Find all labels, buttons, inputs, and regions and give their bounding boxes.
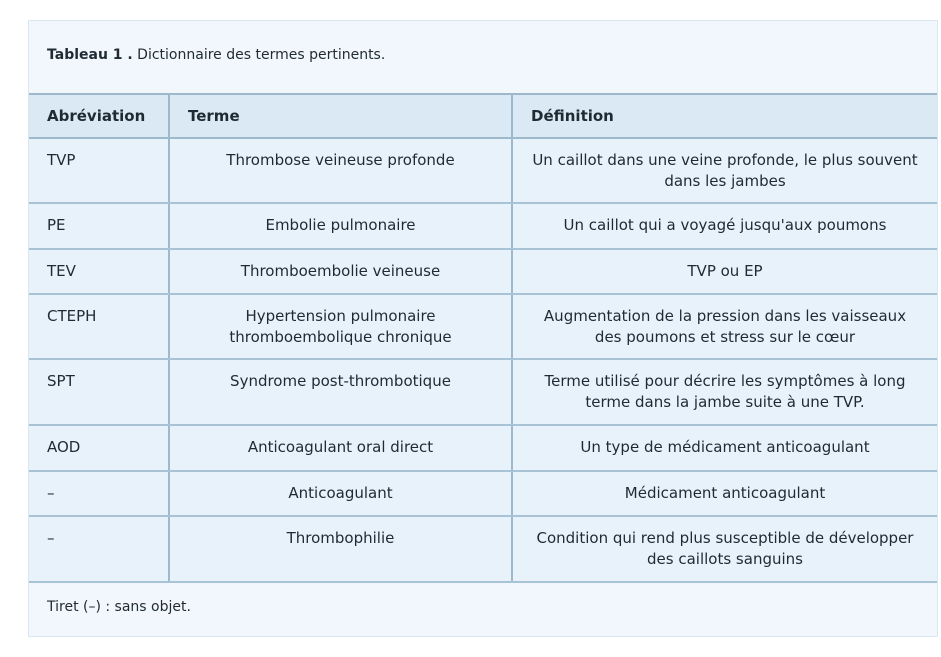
- cell-definition: Condition qui rend plus susceptible de développer des caillots sanguins: [512, 516, 937, 582]
- table-card: [28, 20, 938, 637]
- cell-definition: Un type de médicament anticoagulant: [512, 425, 937, 471]
- table-row: [29, 425, 937, 471]
- cell-term: Anticoagulant: [169, 471, 512, 516]
- cell-definition: Un caillot dans une veine profonde, le plus souvent dans les jambes: [512, 138, 937, 203]
- cell-abbreviation: SPT: [29, 359, 169, 425]
- table-row: [29, 294, 937, 359]
- cell-definition: Médicament anticoagulant: [512, 471, 937, 516]
- cell-abbreviation: TVP: [29, 138, 169, 203]
- cell-definition: Un caillot qui a voyagé jusqu'aux poumons: [512, 203, 937, 249]
- table-caption: [47, 47, 385, 63]
- cell-definition: Terme utilisé pour décrire les symptômes à long terme dans la jambe suite à une TVP.: [512, 359, 937, 425]
- table-footnote: Tiret (–) : sans objet.: [47, 599, 191, 615]
- cell-definition: TVP ou EP: [512, 249, 937, 294]
- header-definition: Définition: [512, 94, 937, 138]
- cell-abbreviation: CTEPH: [29, 294, 169, 359]
- table-row: [29, 203, 937, 249]
- cell-term: Embolie pulmonaire: [169, 203, 512, 249]
- cell-term: Hypertension pulmonaire thromboembolique chronique: [169, 294, 512, 359]
- caption-text: Dictionnaire des termes pertinents.: [132, 47, 386, 63]
- table-row: [29, 471, 937, 516]
- cell-definition: Augmentation de la pression dans les vaisseaux des poumons et stress sur le cœur: [512, 294, 937, 359]
- header-abbreviation: Abréviation: [29, 94, 169, 138]
- cell-abbreviation: –: [29, 516, 169, 582]
- cell-term: Anticoagulant oral direct: [169, 425, 512, 471]
- table-row: [29, 359, 937, 425]
- cell-term: Thrombose veineuse profonde: [169, 138, 512, 203]
- caption-label: Tableau 1 .: [47, 47, 133, 63]
- cell-abbreviation: –: [29, 471, 169, 516]
- table-row: [29, 249, 937, 294]
- cell-term: Syndrome post-thrombotique: [169, 359, 512, 425]
- cell-abbreviation: PE: [29, 203, 169, 249]
- header-term: Terme: [169, 94, 512, 138]
- cell-term: Thromboembolie veineuse: [169, 249, 512, 294]
- cell-abbreviation: TEV: [29, 249, 169, 294]
- table-header-row: [29, 94, 937, 138]
- table-row: [29, 516, 937, 582]
- cell-term: Thrombophilie: [169, 516, 512, 582]
- terms-table: [29, 93, 937, 583]
- cell-abbreviation: AOD: [29, 425, 169, 471]
- table-row: [29, 138, 937, 203]
